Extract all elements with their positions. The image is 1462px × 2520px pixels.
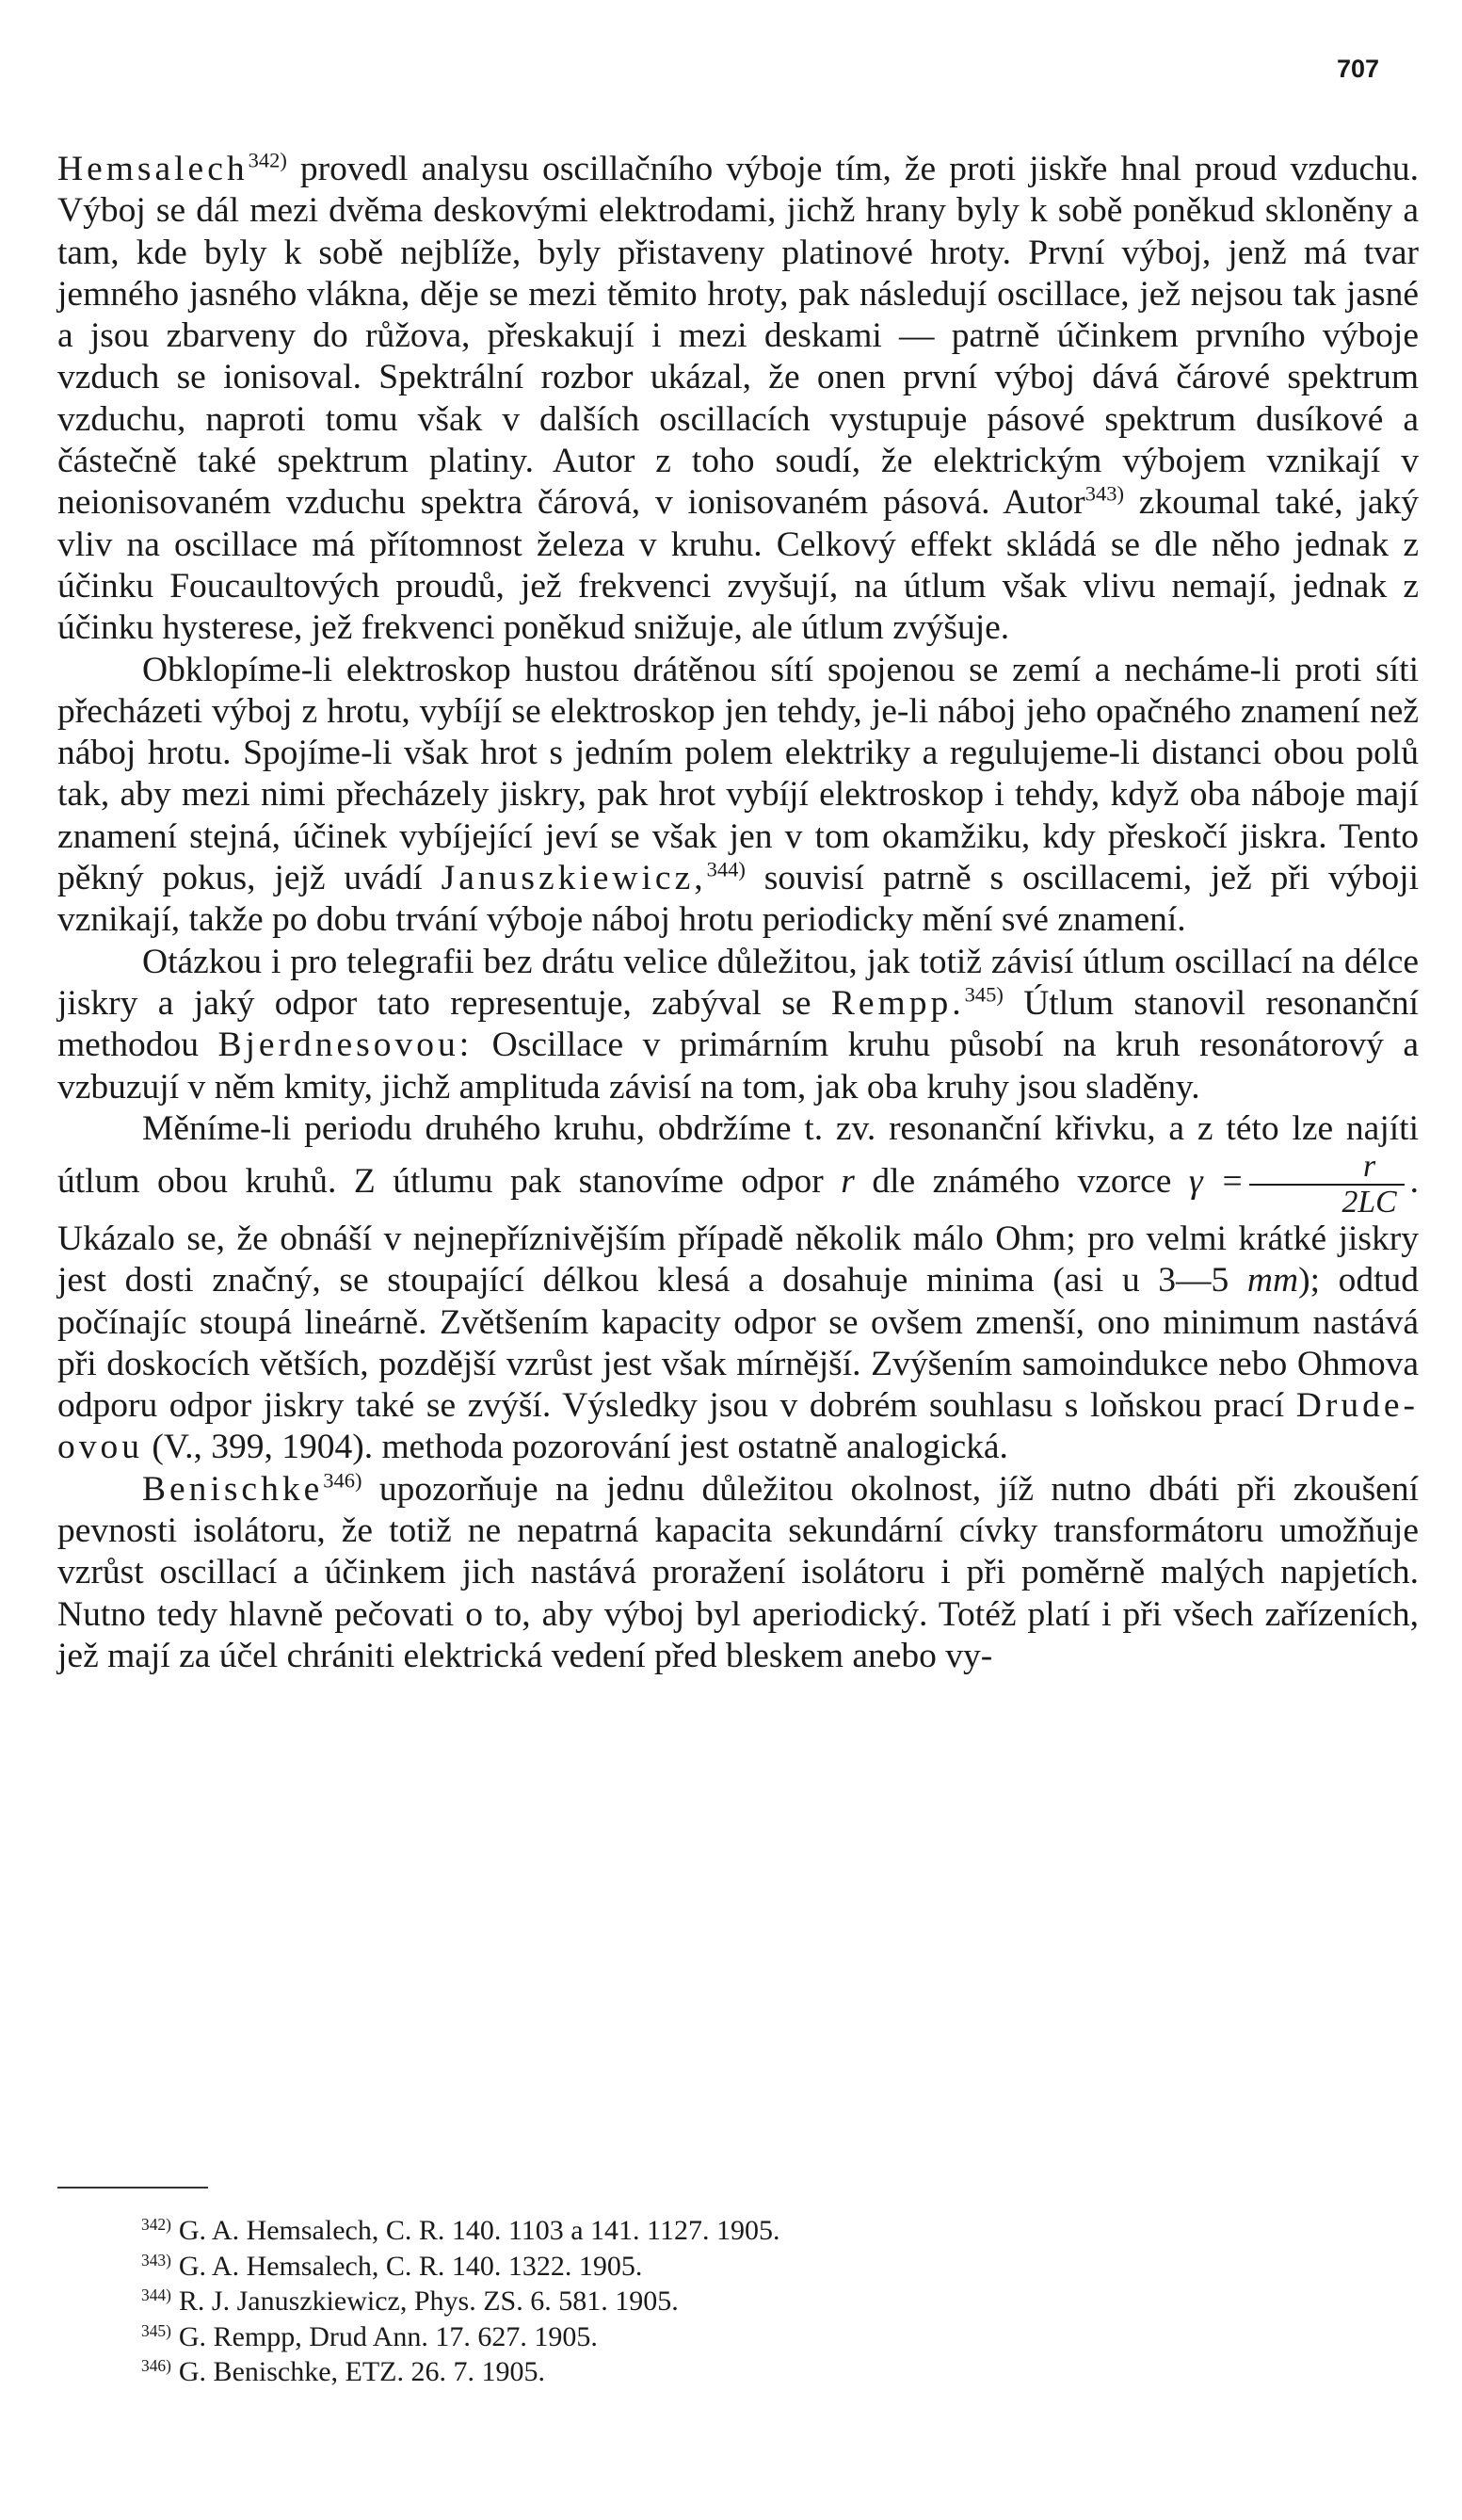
text-run: souvisí patrně s oscillacemi, jež při výboji vznikají, takže po dobu trvání výboje náboj hrotu periodicky mění své znamení.: [57, 859, 1420, 940]
body-text: [57, 149, 1419, 1677]
formula-numerator: r: [1249, 1150, 1404, 1185]
footnote-5: [141, 2354, 1365, 2390]
text-run: Oscillace v primárním kruhu působí na kruh resonátorový a vzbuzují v něm kmity, jichž amplituda závisí na tom, jak oba kruhy jsou sladěny.: [57, 1026, 1419, 1107]
footnote-text: G. A. Hemsalech, C. R. 140. 1322. 1905.: [178, 2250, 643, 2282]
formula-lhs: γ =: [1188, 1162, 1245, 1202]
author-name: Januszkiewicz,: [441, 859, 707, 898]
author-name: Rempp.: [830, 983, 965, 1023]
footnote-2: [141, 2249, 1365, 2285]
text-run: Útlum stanovil resonanční methodou: [57, 983, 1419, 1065]
formula-denominator: 2LC: [1342, 1184, 1397, 1220]
text-run: Otázkou i pro telegrafii bez drátu velice důležitou, jak totiž závisí útlum oscillací na délce jiskry a jaký odpor tato representuje, zabýval se: [57, 942, 1419, 1023]
author-name: Benischke: [142, 1469, 324, 1509]
text-run: provedl analysu oscillačního výboje tím, že proti jiskře hnal proud vzduchu. Výboj se dál mezi dvěma deskovými elektrodami, jichž hrany byly k sobě poněkud skloněny a tam, kde byly k sobě nejblíže, byly přistaveny platinové hroty. První výboj, jenž má tvar jemného jasného vlákna, děje se mezi těmito hroty, pak následují oscillace, jež nejsou tak jasné a jsou zbarveny do růžova, přeskakují i mezi deskami — patrně účinkem prvního výboje vzduch se ionisoval. Spektrální rozbor ukázal, že onen první výboj dává čárové spektrum vzduchu, naproti tomu však v dalších oscillacích vystupuje pásové spektrum dusíkové a částečně také spektrum platiny. Autor z toho soudí, že elektrickým výbojem vznikají v neionisovaném vzduchu spektra čárová, v ionisovaném pásová. Autor: [57, 150, 1419, 523]
footnote-reference[interactable]: 345): [964, 982, 1004, 1007]
author-name: Bjerdnesovou:: [217, 1026, 474, 1065]
author-name: Drude-ovou: [57, 1386, 1419, 1467]
footnote-mark: 346): [141, 2356, 171, 2376]
footnote-mark: 342): [141, 2215, 171, 2235]
text-run: dle známého vzorce: [854, 1162, 1189, 1202]
footnote-reference[interactable]: 343): [1084, 481, 1124, 506]
footnote-mark: 344): [141, 2286, 171, 2305]
text-run: ); odtud počínajíc stoupá lineárně. Zvětšením kapacity odpor se ovšem zmenší, ono minimum nastává při doskocích větších, pozdější vzrůst jest však mírnější. Zvýšením samoindukce nebo Ohmova odporu odpor jiskry také se zvýší. Výsledky jsou v dobrém souhlasu s loňskou prací: [57, 1261, 1420, 1426]
text-run: . Ukázalo se, že obnáší v nejnepříznivějším případě několik málo Ohm; pro velmi krátké jiskry jest dosti značný, se stoupající délkou klesá a dosahuje minima (asi u 3—5: [57, 1162, 1419, 1300]
paragraph-3: [57, 942, 1419, 1108]
text-run: zkoumal také, jaký vliv na oscillace má přítomnost železa v kruhu. Celkový effekt skládá se dle něho jednak z účinku Foucaultových proudů, jež frekvenci zvyšují, na útlum však vlivu nemají, jednak z účinku hysterese, jež frekvenci poněkud snižuje, ale útlum zvýšuje.: [57, 483, 1419, 648]
text-run: Obklopíme-li elektroskop hustou drátěnou sítí spojenou se zemí a necháme-li proti síti přecházeti výboj z hrotu, vybíjí se elektroskop jen tehdy, je-li náboj jeho opačného znamení než náboj hrotu. Spojíme-li však hrot s jedním polem elektriky a regulujeme-li distanci obou polů tak, aby mezi nimi přecházely jiskry, pak hrot vybíjí elektroskop i tehdy, když oba náboje mají znamení stejná, účinek vybíjející jeví se však jen v tom okamžiku, kdy přeskočí jiskra. Tento pěkný pokus, jejž uvádí: [57, 650, 1419, 898]
footnote-1: [141, 2213, 1365, 2249]
text-run: upozorňuje na jednu důležitou okolnost, jíž nutno dbáti při zkoušení pevnosti isolátoru, že totiž ne nepatrná kapacita sekundární cívky transformátoru umožňuje vzrůst oscillací a účinkem jich nastává proražení isolátoru i při poměrně malých napjetích. Nutno tedy hlavně pečovati o to, aby výboj byl aperiodický. Totéž platí i při všech zařízeních, jež mají za účel chrániti elektrická vedení před bleskem anebo vy-: [57, 1469, 1419, 1675]
footnote-text: R. J. Januszkiewicz, Phys. ZS. 6. 581. 1905.: [178, 2286, 679, 2317]
footnote-mark: 345): [141, 2320, 171, 2340]
paragraph-5: [57, 1469, 1419, 1677]
footnote-reference[interactable]: 346): [323, 1468, 362, 1493]
text-run: (V., 399, 1904). methoda pozorování jest ostatně analogická.: [143, 1428, 1008, 1467]
formula-fraction: [1249, 1150, 1404, 1219]
footnote-reference[interactable]: 344): [706, 857, 746, 881]
page-number: 707: [1336, 55, 1379, 83]
footnote-3: [141, 2284, 1365, 2319]
formula: [1188, 1149, 1410, 1220]
author-name: Hemsalech: [57, 150, 249, 188]
paragraph-2: [57, 650, 1419, 942]
italic-symbol: r: [841, 1162, 855, 1202]
footnote-mark: 343): [141, 2250, 171, 2270]
paragraph-4: [57, 1108, 1419, 1469]
footnote-text: G. Rempp, Drud Ann. 17. 627. 1905.: [178, 2320, 598, 2352]
footnotes: [141, 2213, 1365, 2390]
paragraph-1: [57, 149, 1419, 650]
footnote-separator: [57, 2187, 208, 2189]
footnote-4: [141, 2319, 1365, 2355]
footnote-text: G. Benischke, ETZ. 26. 7. 1905.: [178, 2356, 545, 2387]
footnote-text: G. A. Hemsalech, C. R. 140. 1103 a 141. 1127. 1905.: [178, 2215, 780, 2246]
text-run: Měníme-li periodu druhého kruhu, obdržíme t. zv. resonanční křivku, a z této lze najíti útlum obou kruhů. Z útlumu pak stanovíme odpor: [57, 1108, 1419, 1202]
footnote-reference[interactable]: 342): [248, 148, 287, 172]
italic-symbol: mm: [1246, 1261, 1299, 1300]
